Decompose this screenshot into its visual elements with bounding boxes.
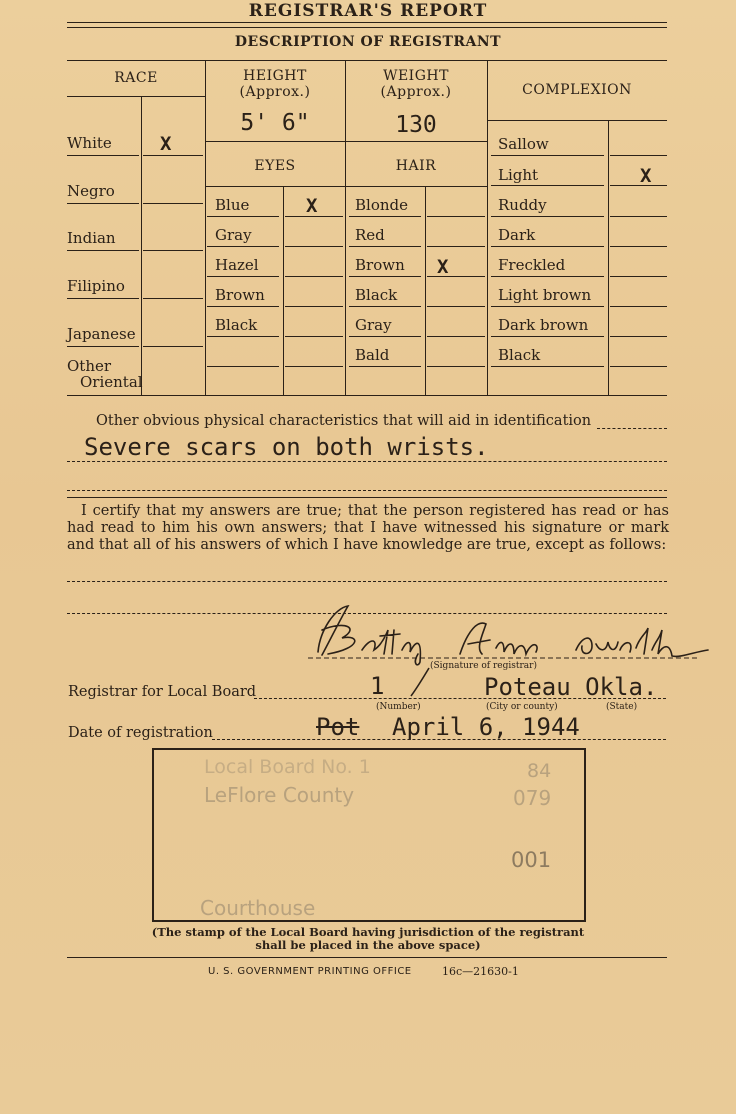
race-rule — [67, 155, 139, 156]
title-rule-1 — [67, 22, 667, 23]
weight-value: 130 — [395, 112, 437, 138]
race-filipino: Filipino — [67, 277, 125, 295]
complexion-rule — [491, 336, 604, 337]
hair-check-rule — [427, 276, 485, 277]
hair-brown-mark: X — [437, 256, 449, 278]
stamp-line-3: Courthouse — [200, 896, 316, 920]
complexion-header: COMPLEXION — [522, 82, 632, 98]
complexion-freckled: Freckled — [498, 256, 566, 274]
race-header: RACE — [114, 70, 158, 86]
caption-city: (City or county) — [486, 702, 558, 712]
eyes-hair-header-rule — [205, 186, 487, 187]
stamp-number-2: 079 — [513, 786, 552, 810]
race-check-rule — [143, 298, 203, 299]
race-check-rule — [143, 203, 203, 204]
complexion-dark: Dark — [498, 226, 536, 244]
race-white-mark: X — [160, 133, 172, 155]
complexion-light: Light — [498, 166, 539, 184]
race-check-rule — [143, 250, 203, 251]
stamp-caption-1: (The stamp of the Local Board having jurisdiction of the registrant — [151, 925, 585, 939]
complexion-black: Black — [498, 346, 541, 364]
hair-blonde: Blonde — [355, 196, 408, 214]
hair-rule — [349, 246, 421, 247]
eyes-check-divider — [283, 187, 284, 395]
eyes-rule — [207, 246, 279, 247]
weight-note: (Approx.) — [380, 84, 452, 100]
caption-number: (Number) — [376, 702, 421, 712]
complexion-light-brown: Light brown — [498, 286, 592, 304]
hair-check-rule — [427, 216, 485, 217]
board-number: 1 — [370, 672, 385, 700]
registration-date: April 6, 1944 — [392, 713, 580, 741]
registrar-signature — [300, 600, 720, 670]
registrar-board-label: Registrar for Local Board — [68, 684, 257, 700]
stamp-caption-2: shall be placed in the above space) — [255, 938, 481, 952]
race-white: White — [67, 134, 112, 152]
hair-rule — [349, 216, 421, 217]
section-rule — [67, 497, 667, 498]
title-rule-2 — [67, 27, 667, 28]
hair-rule — [349, 306, 421, 307]
eyes-rule — [207, 366, 279, 367]
complexion-check-rule — [610, 276, 667, 277]
hair-brown: Brown — [355, 256, 405, 274]
complexion-check-rule — [610, 185, 667, 186]
eyes-check-rule — [285, 276, 343, 277]
signature-stroke — [405, 664, 435, 698]
height-header: HEIGHT — [243, 68, 307, 84]
race-check-rule — [143, 155, 203, 156]
race-rule — [67, 298, 139, 299]
height-note: (Approx.) — [239, 84, 311, 100]
complexion-check-rule — [610, 336, 667, 337]
physical-label-dash — [597, 428, 667, 429]
eyes-rule — [207, 336, 279, 337]
physical-characteristics-value: Severe scars on both wrists. — [84, 433, 489, 461]
eyes-hazel: Hazel — [215, 256, 259, 274]
complexion-check-divider — [608, 121, 609, 395]
stamp-number-1: 84 — [527, 760, 552, 782]
footer-printing-office: U. S. GOVERNMENT PRINTING OFFICE — [208, 966, 412, 977]
complexion-rule — [491, 366, 604, 367]
race-rule — [67, 203, 139, 204]
eyes-check-rule — [285, 306, 343, 307]
eyes-blue-mark: X — [306, 195, 318, 217]
report-title: REGISTRAR'S REPORT — [248, 1, 488, 21]
hair-red: Red — [355, 226, 385, 244]
stamp-line-2: LeFlore County — [204, 783, 355, 807]
hair-check-rule — [427, 336, 485, 337]
race-japanese: Japanese — [67, 325, 136, 343]
date-struck-text: Pot — [316, 713, 360, 741]
eyes-rule — [207, 216, 279, 217]
complexion-rule — [491, 185, 604, 186]
hair-rule — [349, 336, 421, 337]
physical-characteristics-label: Other obvious physical characteristics that will aid in identification — [96, 413, 592, 429]
physical-line-2 — [67, 490, 667, 491]
footer-form-number: 16c—21630-1 — [442, 965, 519, 978]
height-value: 5' 6" — [240, 110, 310, 136]
complexion-rule — [491, 155, 604, 156]
hair-rule — [349, 276, 421, 277]
weight-header: WEIGHT — [383, 68, 449, 84]
hair-check-divider — [425, 187, 426, 395]
hair-bald: Bald — [355, 346, 390, 364]
hair-rule — [349, 366, 421, 367]
footer-rule — [67, 957, 667, 958]
signature-caption: (Signature of registrar) — [430, 661, 537, 671]
complexion-header-rule — [487, 120, 667, 121]
eyes-blue: Blue — [215, 196, 250, 214]
hair-black: Black — [355, 286, 398, 304]
table-top-rule — [67, 60, 667, 61]
board-city-state: Poteau Okla. — [484, 673, 658, 701]
complexion-rule — [491, 216, 604, 217]
complexion-check-rule — [610, 366, 667, 367]
hair-header: HAIR — [395, 158, 437, 174]
eyes-check-rule — [285, 336, 343, 337]
complexion-check-rule — [610, 306, 667, 307]
complexion-sallow: Sallow — [498, 135, 549, 153]
race-rule — [67, 250, 139, 251]
eyes-check-rule — [285, 366, 343, 367]
complexion-dark-brown: Dark brown — [498, 316, 589, 334]
eyes-black: Black — [215, 316, 258, 334]
eyes-rule — [207, 276, 279, 277]
race-header-rule — [67, 96, 205, 97]
physical-line-1 — [67, 461, 667, 462]
hair-check-rule — [427, 246, 485, 247]
eyes-check-rule — [285, 246, 343, 247]
race-rule — [67, 346, 139, 347]
eyes-header: EYES — [254, 158, 296, 174]
complexion-check-rule — [610, 216, 667, 217]
stamp-line-1: Local Board No. 1 — [204, 756, 371, 778]
complexion-rule — [491, 246, 604, 247]
values-rule — [205, 141, 487, 142]
eyes-rule — [207, 306, 279, 307]
complexion-ruddy: Ruddy — [498, 196, 547, 214]
complexion-check-rule — [610, 246, 667, 247]
race-negro: Negro — [67, 182, 115, 200]
eyes-brown: Brown — [215, 286, 265, 304]
complexion-check-rule — [610, 155, 667, 156]
race-other: Other — [67, 357, 112, 375]
certification-text: I certify that my answers are true; that the person registered has read or has had read to him his own answers; that I have witnessed his signature or mark and that all of his answers of which I have knowledge are true, except as follows: — [67, 503, 669, 553]
exceptions-line-1 — [67, 581, 667, 582]
complexion-rule — [491, 306, 604, 307]
race-oriental: Oriental — [80, 373, 143, 391]
race-indian: Indian — [67, 229, 116, 247]
hair-gray: Gray — [355, 316, 392, 334]
race-check-divider — [141, 97, 142, 395]
caption-state: (State) — [606, 702, 638, 712]
table-bottom-rule — [67, 395, 667, 396]
registration-date-label: Date of registration — [68, 725, 213, 741]
hair-check-rule — [427, 306, 485, 307]
col-divider-weight — [487, 61, 488, 395]
hair-check-rule — [427, 366, 485, 367]
complexion-rule — [491, 276, 604, 277]
stamp-number-3: 001 — [511, 848, 552, 872]
description-heading: DESCRIPTION OF REGISTRANT — [234, 34, 502, 50]
race-check-rule — [143, 346, 203, 347]
complexion-light-mark: X — [640, 165, 652, 187]
eyes-gray: Gray — [215, 226, 252, 244]
